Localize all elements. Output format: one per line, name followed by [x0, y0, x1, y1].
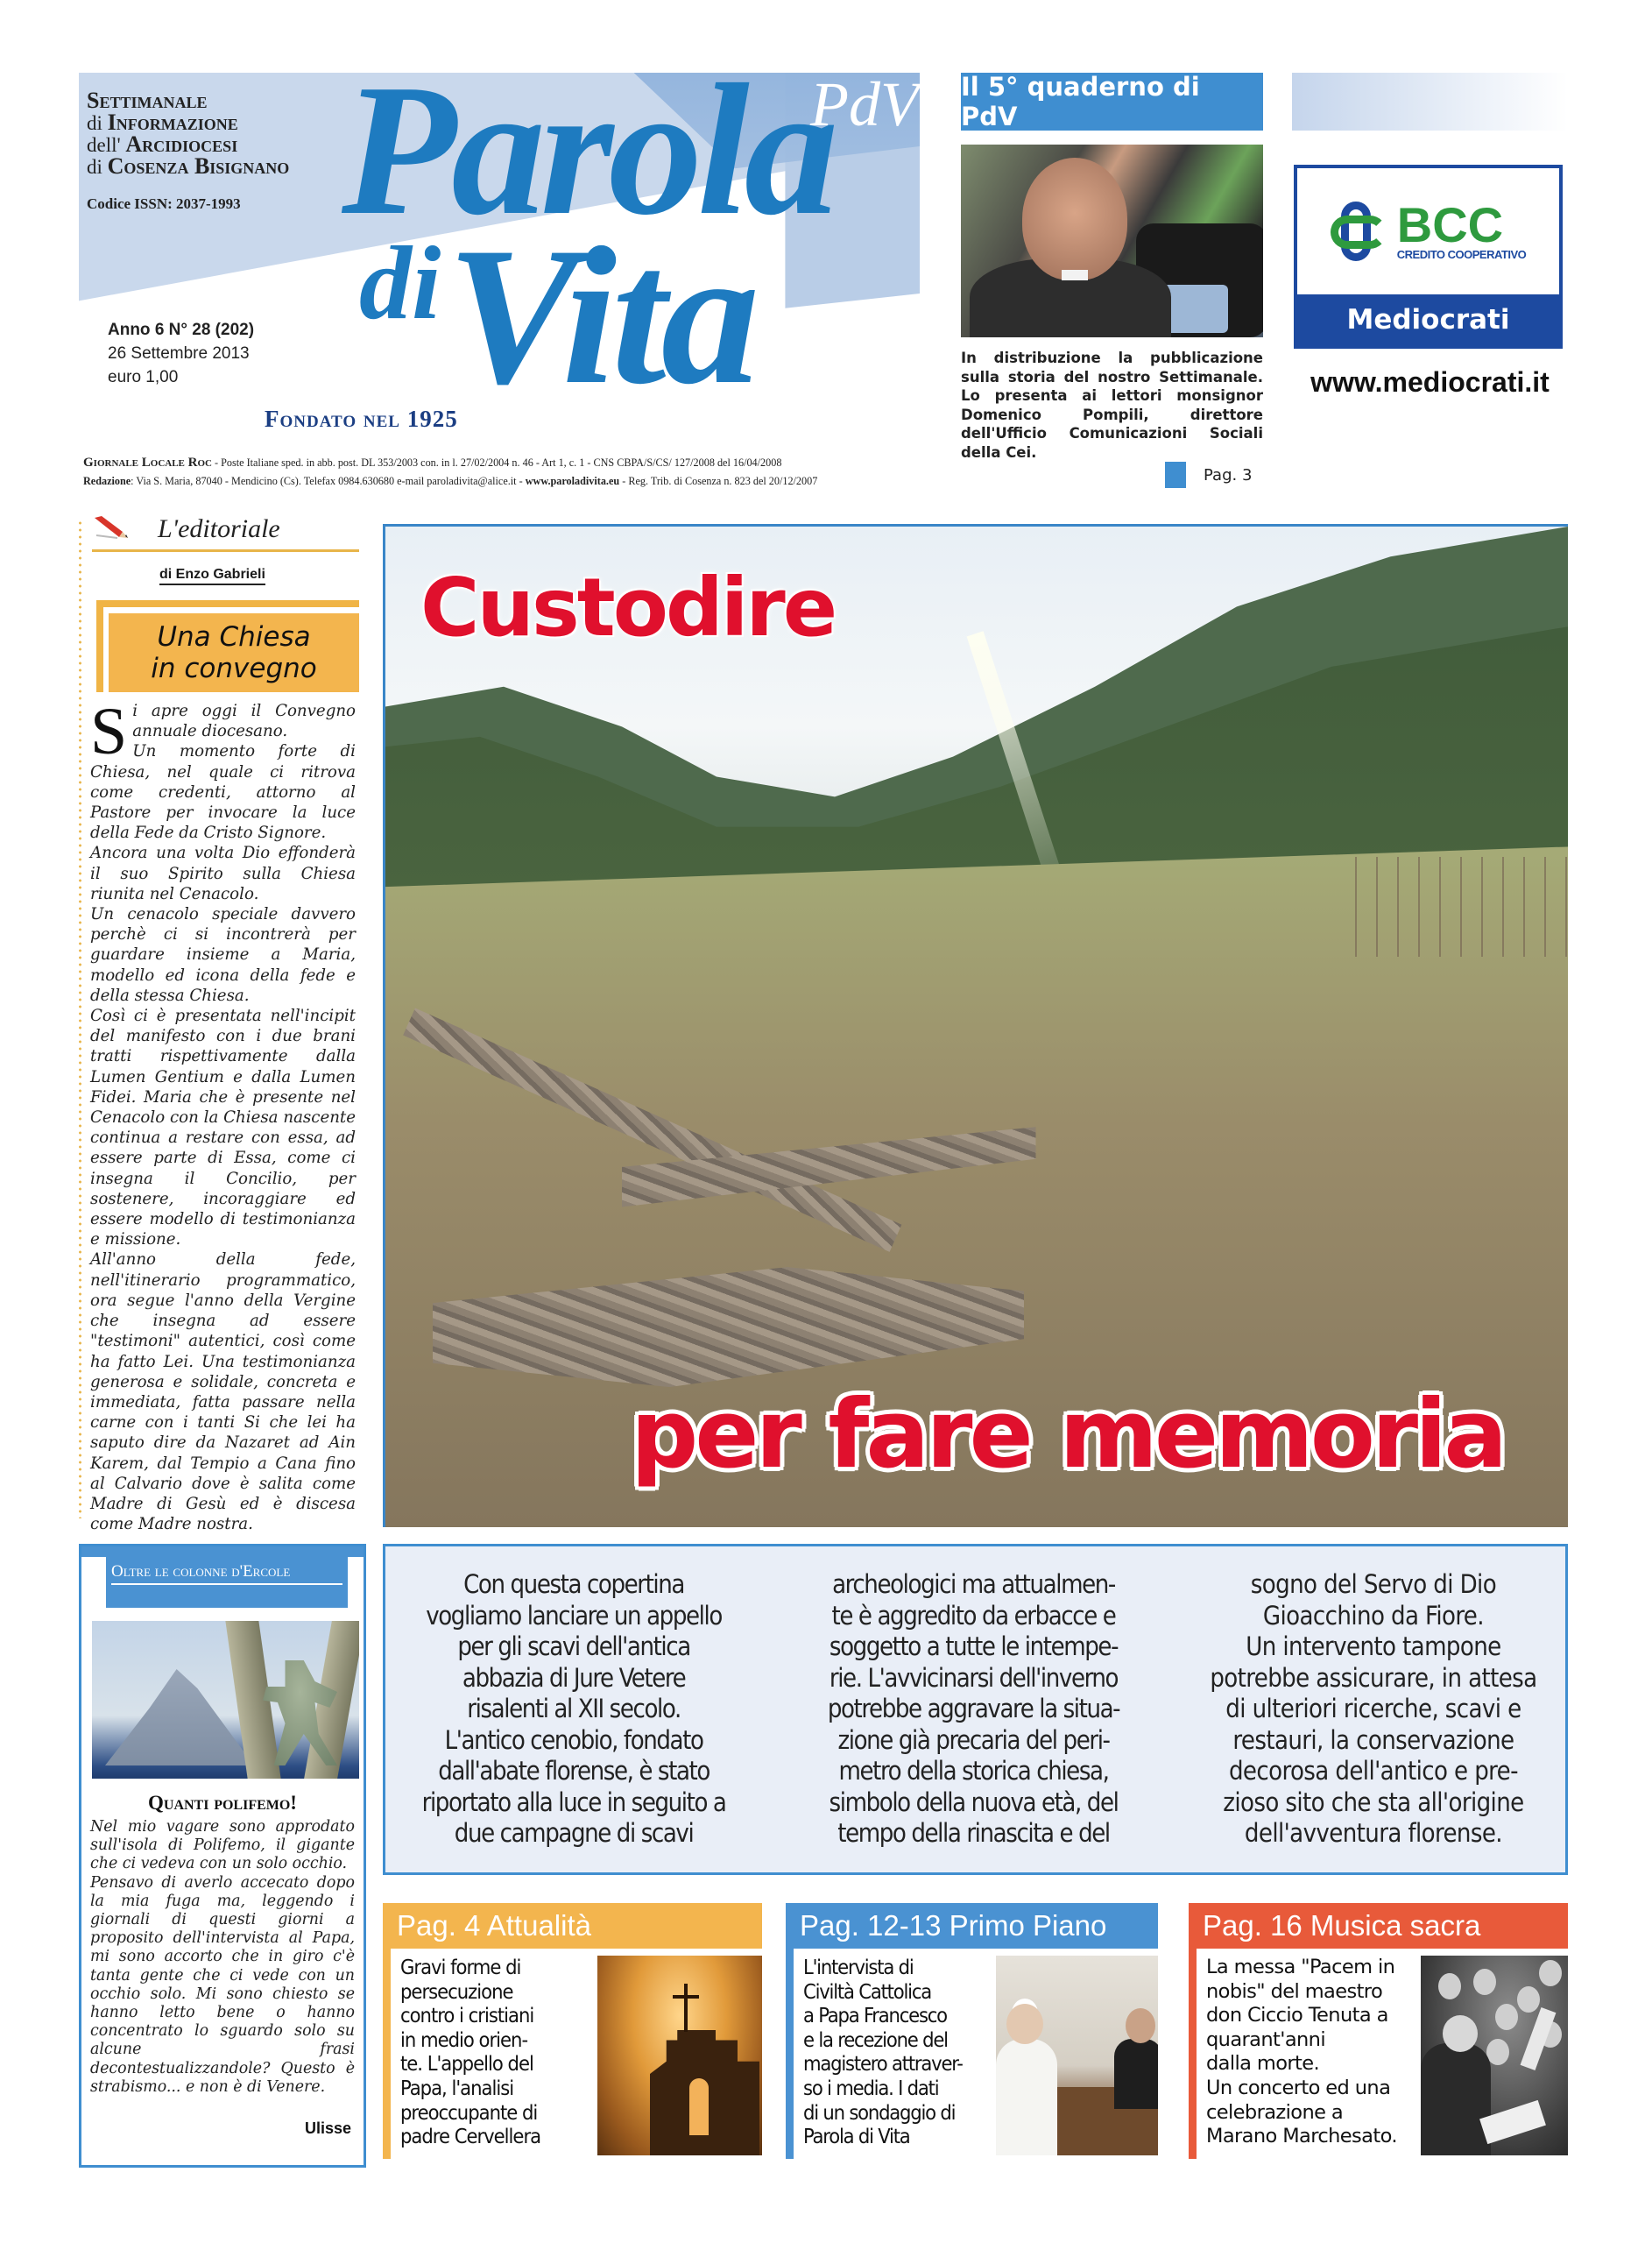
founded-line: Fondato nel 1925	[265, 406, 458, 432]
column-title: Oltre le colonne d'Ercole	[111, 1562, 342, 1585]
photo-pope	[996, 2039, 1057, 2155]
teaser-photo-pope-interview	[996, 1956, 1158, 2155]
teaser-accent-bar	[786, 1949, 794, 2159]
kicker-rule	[92, 549, 359, 552]
bcc-logo	[1297, 168, 1559, 295]
photo-choir-face	[1473, 1969, 1496, 1995]
photo-collar-shape	[1062, 270, 1088, 280]
quaderno-banner[interactable]: Il 5° quaderno di PdV	[961, 73, 1263, 131]
editorial-paragraph: All'anno della fede, nell'itinerario programmatico, ora segue l'anno della Vergine che insegna ad essere "testimoni" autentici, così come ha fatto Lei. Una testimonianza generosa e solidale, concreta e immediata, fatta passare nella carne con i tanti Si che lei ha saputo dire da Nazaret ad Ain Karem, dal Tempio a Cana fino al Calvario dove è salita come Madre di Gesù ed è discesa come Madre nostra.	[90, 1250, 356, 1534]
pdv-monogram: PdV	[810, 73, 919, 139]
ercole-paragraph: Nel mio vagare sono approdato sull'isola di Polifemo, il gigante che ci vedeva con un solo occhio.	[90, 1818, 355, 1873]
ad-url-link[interactable]: www.mediocrati.it	[1310, 366, 1550, 398]
dropcap: S	[90, 695, 128, 768]
photo-interviewer	[1114, 2039, 1158, 2109]
publication-kicker: Settimanale di Informazione dell' Arcidiocesi di Cosenza Bisignano	[87, 88, 290, 179]
issue-info	[108, 318, 254, 389]
logo-word-parola: Parola	[342, 73, 834, 254]
appeal-text-box	[383, 1544, 1568, 1875]
photo-conductor	[1421, 2043, 1491, 2155]
teaser-photo-burning-church	[597, 1956, 762, 2155]
teaser-accent-bar	[383, 1949, 391, 2159]
teaser-header[interactable]: Pag. 16 Musica sacra	[1189, 1903, 1568, 1949]
issue-date: 26 Settembre 2013	[108, 344, 250, 363]
headline-top[interactable]: Custodire	[420, 561, 836, 655]
teaser-text: Gravi forme di persecuzione contro i cristiani in medio orien- te. L'appello del Papa, l'analisi preoccupante di padre Cervellera	[400, 1955, 541, 2149]
issue-price: euro 1,00	[108, 368, 179, 386]
ercole-signature: Ulisse	[304, 2119, 351, 2137]
bcc-rings-icon	[1331, 202, 1392, 263]
editorial-byline: di Enzo Gabrieli	[159, 567, 265, 585]
appeal-column: Con questa copertina vogliamo lanciare un appello per gli scavi dell'antica abbazia di Jure Vetere risalenti al XII secolo. L'antico cenobio, fondato dall'abate florense, è stato riportato alla luce in seguito a due campagne di scavi	[421, 1569, 726, 1848]
teaser-header[interactable]: Pag. 12-13 Primo Piano	[786, 1903, 1158, 1949]
teaser-text: La messa "Pacem in nobis" del maestro don Ciccio Tenuta a quarant'anni dalla morte. Un concerto ed una celebrazione a Marano Marchesato.	[1206, 1956, 1397, 2148]
page-ref-label: Pag. 3	[1204, 465, 1253, 485]
dotted-divider	[79, 520, 81, 1518]
bcc-tagline: CREDITO COOPERATIVO	[1396, 248, 1527, 261]
editorial-paragraph: Ancora una volta Dio effonderà il suo Spirito sulla Chiesa riunita nel Cenacolo.	[90, 844, 356, 903]
quaderno-photo	[961, 145, 1263, 337]
mediocrati-label: Mediocrati	[1297, 294, 1559, 345]
issue-number: Anno 6 N° 28 (202)	[108, 321, 255, 339]
editorial-paragraph: Un cenacolo speciale davvero perchè ci si incontrerà per guardare insieme a Maria, modello ed icona della fede e della stessa Chiesa.	[90, 905, 356, 1005]
legal-line-editorial-office: Redazione: Via S. Maria, 87040 - Mendicino (Cs). Telefax 0984.630680 e-mail paroladivita@alice.it - www.paroladivita.eu - Reg. Trib. di Cosenza n. 823 del 20/12/2007	[83, 475, 818, 487]
ercole-paragraph: Pensavo di averlo accecato dopo la mia fuga ma, leggendo i giornali di questi giorni a proposito dell'intervista al Papa, mi sono accorto che in giro c'è tanta gente che ci vede con un occhio solo. Mi sono chiesto se hanno letto bene o hanno concentrato lo sguardo solo su alcune frasi decontestualizzandole? Questo è strabismo... e non è di Venere.	[90, 1873, 355, 2096]
website-link[interactable]: www.paroladivita.eu	[525, 475, 620, 487]
issn-code: Codice ISSN: 2037-1993	[87, 195, 241, 212]
bcc-mediocrati-ad[interactable]	[1294, 165, 1563, 349]
editorial-paragraph: Si apre oggi il Convegno annuale diocesano.	[90, 695, 356, 768]
editorial-paragraph: Un momento forte di Chiesa, nel quale ci ritrova come credenti, attorno al Pastore per invocare la luce della Fede da Cristo Signore.	[90, 742, 356, 843]
logo-word-vita: Vita	[447, 206, 755, 425]
cover-photo	[383, 524, 1568, 1527]
photo-choir-face	[1539, 1960, 1562, 1986]
ercole-column	[79, 1544, 366, 2168]
editorial-title[interactable]: Una Chiesa in convegno	[109, 613, 359, 692]
ercole-body	[90, 1818, 355, 2097]
header-notch-left	[81, 1557, 106, 1608]
editorial-column	[79, 513, 359, 1534]
teaser-header[interactable]: Pag. 4 Attualità	[383, 1903, 762, 1949]
photo-choir-face	[1517, 1986, 1540, 2013]
pencil-icon	[93, 516, 130, 539]
logo-word-di: di	[359, 224, 441, 341]
appeal-column: archeologici ma attualmen- te è aggredito da erbacce e soggetto a tutte le intempe- rie. L'avvicinarsi dell'inverno potrebbe aggravare la situa- zione già precaria del peri- metro della storica chiesa, simbolo della nuova età, del tempo della rinascita e del	[827, 1569, 1120, 1848]
cross-icon	[673, 1995, 699, 1999]
teaser-primo-piano[interactable]	[786, 1903, 1158, 2166]
cross-icon	[684, 1984, 688, 2032]
ercole-photo	[92, 1621, 359, 1779]
photo-rock	[105, 1669, 254, 1765]
appeal-column: sogno del Servo di Dio Gioacchino da Fiore. Un intervento tampone potrebbe assicurare, in attesa di ulteriori ricerche, scavi e restauri, la conservazione decorosa dell'antico e pre- zioso sito che sta all'origine dell'avventura florense.	[1210, 1569, 1537, 1848]
editorial-body	[90, 695, 356, 1534]
editorial-kicker: L'editoriale	[158, 514, 280, 543]
headline-bottom[interactable]: per fare memoria	[631, 1380, 1505, 1489]
teaser-accent-bar	[1189, 1949, 1197, 2159]
photo-fence	[1355, 857, 1568, 957]
ad-gradient-bar	[1292, 73, 1568, 131]
teaser-musica-sacra[interactable]	[1189, 1903, 1568, 2166]
photo-choir-face	[1438, 1973, 1461, 1999]
photo-arch	[689, 2078, 709, 2135]
page-marker-icon	[1165, 462, 1186, 488]
masthead	[79, 73, 920, 441]
teaser-attualita[interactable]	[383, 1903, 762, 2166]
teaser-text: L'intervista di Civiltà Cattolica a Papa Francesco e la recezione del magistero attraver- so i media. I dati di un sondaggio di Parola di Vita	[803, 1955, 963, 2149]
photo-interviewer-head	[1126, 2008, 1155, 2043]
photo-choir-face	[1486, 2039, 1509, 2065]
ercole-subhead[interactable]: Quanti polifemo!	[148, 1792, 297, 1814]
bcc-wordmark: BCC	[1396, 197, 1504, 252]
editorial-paragraph: Così ci è presentata nell'incipit del manifesto con i due brani tratti rispettivamente dalla Lumen Gentium e dalla Lumen Fidei. Maria che è presente nel Cenacolo con la Chiesa nascente continua a restare con essa, ad essere parte di Essa, come ci insegna il Concilio, per sostenere, incoraggiare ed essere modello di testimonianza e missione.	[90, 1007, 356, 1249]
teaser-photo-choir	[1421, 1956, 1568, 2155]
photo-pope-head	[1006, 2004, 1043, 2044]
legal-line-postal: Giornale Locale Roc - Poste Italiane sped. in abb. post. DL 353/2003 con. in l. 27/02/2004 n. 46 - Art 1, c. 1 - CNS CBPA/S/CS/ 127/2008 del 16/04/2008	[83, 456, 782, 470]
quaderno-caption: In distribuzione la pubblicazione sulla storia del nostro Settimanale. Lo presenta ai lettori monsignor Domenico Pompili, direttore dell'Ufficio Comunicazioni Sociali della Cei.	[961, 350, 1263, 461]
photo-choir-face	[1495, 2004, 1518, 2030]
photo-face-shape	[1022, 158, 1127, 280]
photo-conductor-head	[1443, 2015, 1478, 2052]
header-notch-right	[348, 1557, 364, 1608]
quaderno-page-ref[interactable]	[1165, 462, 1252, 488]
